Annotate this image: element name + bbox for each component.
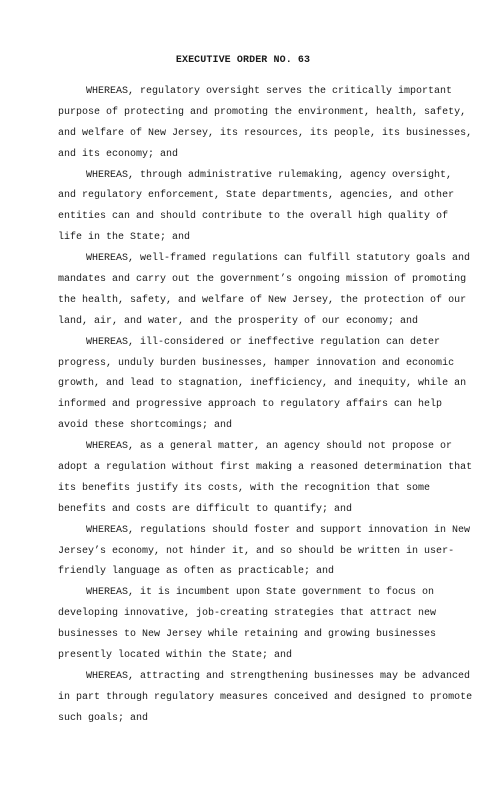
- text-line: developing innovative, job-creating strategies that attract new: [58, 608, 437, 620]
- text-line: purpose of protecting and promoting the environment, health, safety,: [58, 106, 467, 118]
- text-line: WHEREAS, well-framed regulations can fulfill statutory goals and: [86, 253, 471, 265]
- text-line: growth, and lead to stagnation, inefficiency, and inequity, while an: [58, 378, 467, 390]
- text-line: and welfare of New Jersey, its resources, its people, its businesses,: [58, 127, 473, 139]
- text-line: presently located within the State; and: [58, 650, 293, 662]
- text-line: land, air, and water, and the prosperity of our economy; and: [58, 315, 419, 327]
- text-line: WHEREAS, as a general matter, an agency should not propose or: [86, 441, 453, 453]
- paragraph-6: [58, 521, 471, 584]
- paragraph-3: [58, 249, 471, 333]
- document-title: EXECUTIVE ORDER NO. 63: [175, 55, 311, 66]
- paragraph-1: [58, 82, 473, 166]
- text-line: friendly language as often as practicable; and: [58, 566, 335, 578]
- paragraph-7: [58, 583, 437, 667]
- text-line: WHEREAS, regulatory oversight serves the critically important: [86, 86, 453, 97]
- text-line: entities can and should contribute to the overall high quality of: [58, 211, 449, 223]
- text-line: informed and progressive approach to regulatory affairs can help: [58, 399, 443, 411]
- text-line: WHEREAS, ill-considered or ineffective regulation can deter: [86, 336, 441, 348]
- text-line: such goals; and: [58, 712, 149, 724]
- text-line: mandates and carry out the government’s ongoing mission of promoting: [58, 274, 467, 286]
- paragraph-5: [58, 437, 473, 521]
- paragraph-4: [58, 333, 467, 437]
- text-line: its benefits justify its costs, with the recognition that some: [58, 482, 431, 494]
- paragraph-8: [58, 667, 473, 730]
- text-line: WHEREAS, regulations should foster and support innovation in New: [86, 524, 471, 536]
- text-line: and its economy; and: [58, 148, 179, 160]
- text-line: progress, unduly burden businesses, hamper innovation and economic: [58, 357, 455, 369]
- text-line: the health, safety, and welfare of New Jersey, the protection of our: [58, 294, 467, 306]
- text-line: WHEREAS, attracting and strengthening businesses may be advanced: [86, 670, 471, 682]
- text-line: in part through regulatory measures conceived and designed to promote: [58, 691, 473, 703]
- text-line: WHEREAS, it is incumbent upon State government to focus on: [86, 587, 435, 599]
- text-line: businesses to New Jersey while retaining and growing businesses: [58, 629, 437, 641]
- text-line: Jersey’s economy, not hinder it, and so should be written in user-: [58, 545, 455, 557]
- text-line: WHEREAS, through administrative rulemaking, agency oversight,: [86, 169, 453, 181]
- text-line: adopt a regulation without first making a reasoned determination that: [58, 462, 473, 474]
- paragraph-2: [58, 166, 455, 250]
- text-line: life in the State; and: [58, 232, 191, 244]
- text-line: benefits and costs are difficult to quantify; and: [58, 503, 353, 515]
- document-body: [58, 82, 473, 730]
- text-line: and regulatory enforcement, State departments, agencies, and other: [58, 190, 455, 202]
- text-line: avoid these shortcomings; and: [58, 420, 233, 432]
